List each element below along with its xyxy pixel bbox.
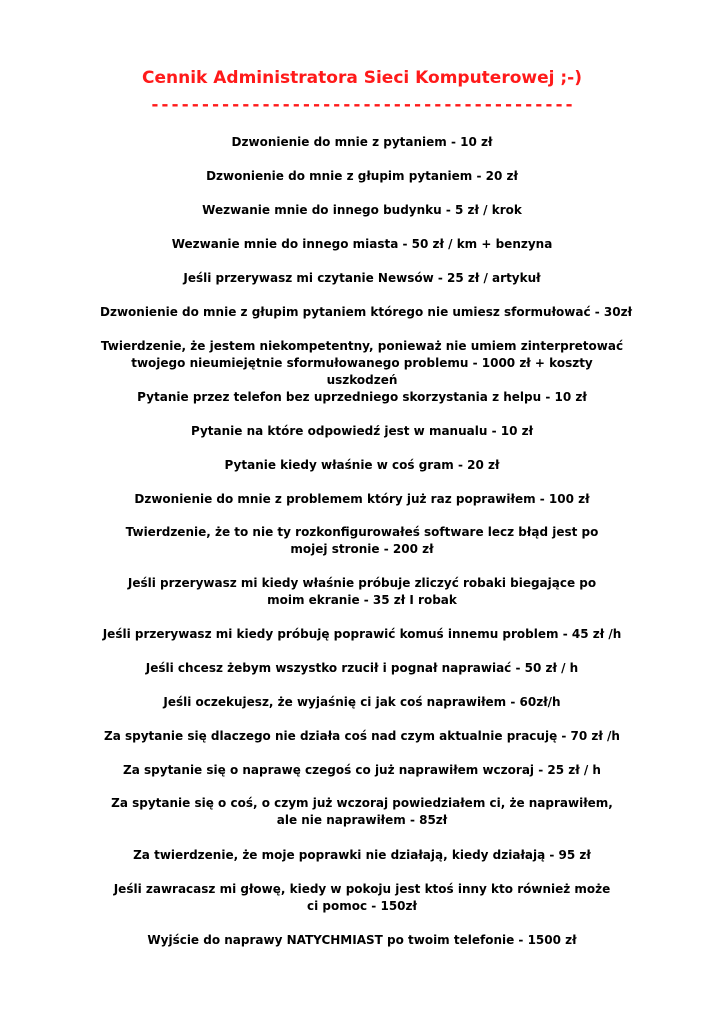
price-item: Za spytanie się dlaczego nie działa coś nad czym aktualnie pracuję - 70 zł /h	[104, 729, 620, 743]
price-item: Dzwonienie do mnie z głupim pytaniem którego nie umiesz sformułować - 30zł	[100, 305, 633, 319]
price-item: Jeśli oczekujesz, że wyjaśnię ci jak coś naprawiłem - 60zł/h	[163, 695, 561, 709]
price-item: Wezwanie mnie do innego miasta - 50 zł / km + benzyna	[171, 237, 553, 251]
price-item: Jeśli przerywasz mi kiedy próbuję poprawić komuś innemu problem - 45 zł /h	[102, 627, 622, 641]
price-item: Pytanie kiedy właśnie w coś gram - 20 zł	[224, 458, 500, 472]
price-item: Dzwonienie do mnie z pytaniem - 10 zł	[231, 135, 493, 149]
price-item: Dzwonienie do mnie z problemem który już raz poprawiłem - 100 zł	[134, 492, 590, 506]
price-item: Za spytanie się o naprawę czegoś co już naprawiłem wczoraj - 25 zł / h	[123, 763, 601, 777]
price-item: Twierdzenie, że to nie ty rozkonfigurowałeś software lecz błąd jest po mojej stronie - 200 zł	[125, 525, 599, 556]
price-item: Twierdzenie, że jestem niekompetentny, ponieważ nie umiem zinterpretować twojego nieumiejętnie sformułowanego problemu - 1000 zł + koszty uszkodzeń	[100, 339, 624, 387]
price-item: Za spytanie się o coś, o czym już wczoraj powiedziałem ci, że naprawiłem, ale nie naprawiłem - 85zł	[111, 796, 613, 827]
price-item: Pytanie przez telefon bez uprzedniego skorzystania z helpu - 10 zł	[137, 390, 587, 404]
price-item: Dzwonienie do mnie z głupim pytaniem - 20 zł	[206, 169, 518, 183]
price-item: Jeśli zawracasz mi głowę, kiedy w pokoju jest ktoś inny kto również może ci pomoc - 150zł	[113, 882, 611, 913]
price-item: Jeśli przerywasz mi czytanie Newsów - 25 zł / artykuł	[183, 271, 541, 285]
price-item: Jeśli przerywasz mi kiedy właśnie próbuje zliczyć robaki biegające po moim ekranie - 35 zł I robak	[127, 576, 597, 607]
price-item: Pytanie na które odpowiedź jest w manualu - 10 zł	[190, 424, 534, 438]
price-item: Wyjście do naprawy NATYCHMIAST po twoim telefonie - 1500 zł	[147, 933, 577, 947]
title-divider: ------------------------------------------	[149, 94, 575, 114]
price-item: Wezwanie mnie do innego budynku - 5 zł / krok	[202, 203, 522, 217]
document-title: Cennik Administratora Sieci Komputerowej ;-)	[141, 68, 583, 88]
price-item: Za twierdzenie, że moje poprawki nie działają, kiedy działają - 95 zł	[133, 848, 591, 862]
price-item: Jeśli chcesz żebym wszystko rzucił i pognał naprawiać - 50 zł / h	[145, 661, 579, 675]
